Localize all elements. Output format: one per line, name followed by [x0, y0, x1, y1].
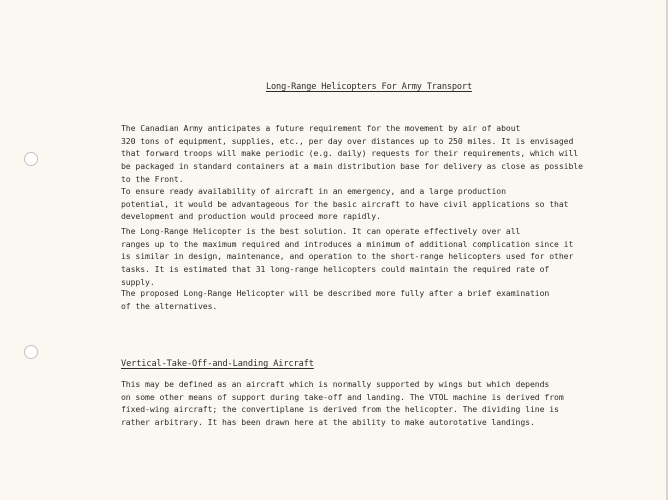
- paragraph-aircraft-availability: To ensure ready availability of aircraft in an emergency, and a large production potential, it would be advantageous for the basic aircraft to have civil applications so that development and production would proceed more rapidly.: [121, 186, 569, 222]
- paragraph-helicopter-solution: The Long-Range Helicopter is the best solution. It can operate effectively over all ranges up to the maximum required and introduces a minimum of additional complication since it is similar in design, maintenance, and operation to the short-range helicopters used for other tasks. It is estimated that 31 long-range helicopters could maintain the required rate of supply.: [121, 226, 574, 287]
- binder-hole-bottom: [24, 345, 38, 359]
- paragraph-vtol-definition: This may be defined as an aircraft which is normally supported by wings but which depends on some other means of support during take-off and landing. The VTOL machine is derived from fixed-wing aircraft; the convertiplane is derived from the helicopter. The dividing line is rather arbitrary. It has been drawn here at the ability to make autorotative landings.: [121, 379, 564, 428]
- section-heading-vtol: Vertical-Take-Off-and-Landing Aircraft: [121, 359, 314, 369]
- paragraph-army-requirement: The Canadian Army anticipates a future requirement for the movement by air of about 320 tons of equipment, supplies, etc., per day over distances up to 250 miles. It is envisaged that forward troops will make periodic (e.g. daily) requests for their requirements, which will be packaged in standard containers at a main distribution base for delivery as close as possible to the Front.: [121, 123, 583, 184]
- paragraph-alternatives: The proposed Long-Range Helicopter will be described more fully after a brief examination of the alternatives.: [121, 288, 550, 311]
- binder-hole-top: [24, 152, 38, 166]
- document-title: Long-Range Helicopters For Army Transport: [266, 82, 472, 92]
